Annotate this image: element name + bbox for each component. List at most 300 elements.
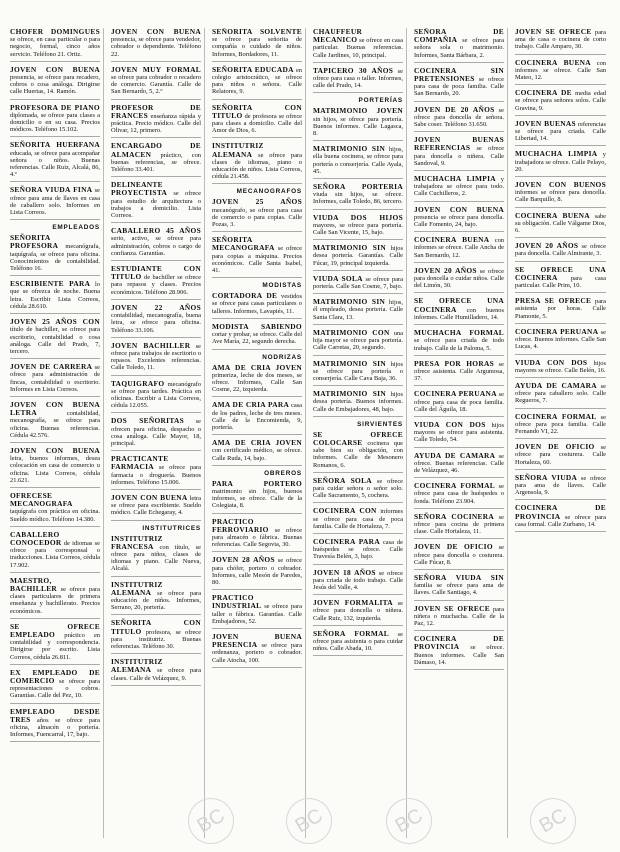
ad-heading: JOVEN MUY FORMAL: [111, 64, 201, 74]
ad-text: con buenos informes. Calle Humilladero, 14.: [414, 306, 504, 321]
ad-text: hijos desea portería. Buenos informes. Calle de Embajadores, 48, bajo.: [313, 391, 403, 413]
ad-text: cortar y probar, se ofrece. Calle del Ave María, 22, segundo derecha.: [212, 331, 302, 346]
classified-ad: [414, 28, 504, 63]
ad-text: presencia, se ofrece para recadero, cobros o cosa análoga. Dirigirse calle Huertas, 14. Ramón.: [10, 74, 100, 96]
ad-heading: JOVEN DE OFICIO: [414, 542, 493, 552]
ad-heading: PRACTICO INDUSTRIAL: [212, 593, 262, 611]
ad-heading: JOVEN FORMALITA: [313, 598, 393, 608]
classified-column: [515, 28, 609, 838]
ad-text: para casa particular. Calle Prim, 10.: [515, 274, 606, 290]
classified-ad: [515, 504, 606, 532]
ad-heading: CHAUFFEUR MECANICO: [313, 28, 363, 45]
ad-text: hijos mayores se ofrece. Calle Belén, 16.: [515, 359, 606, 374]
ad-heading: JOVEN CON BUENOS: [515, 180, 606, 190]
classified-ad: [111, 380, 201, 414]
classified-ad: [212, 292, 302, 319]
classified-column: [111, 28, 205, 838]
ad-text: se ofrece para señora sola o matrimonio. Informes, Santa Bárbara, 2.: [414, 37, 504, 59]
classified-ad: [414, 635, 504, 670]
ad-heading: JOVEN 20 AÑOS: [515, 241, 579, 251]
classified-ad: [313, 298, 403, 325]
classified-ad: [313, 145, 403, 179]
classified-ad: [313, 275, 403, 294]
ad-text: título de bachiller, se ofrece para escritorio, contabilidad o cosa análoga. Calle del Prado, 7, tercero.: [10, 326, 100, 355]
classified-ad: [111, 265, 201, 300]
classified-ad: [212, 480, 302, 514]
classified-ad: [414, 206, 504, 233]
ad-heading: JOVEN DE OFICIO: [515, 442, 595, 452]
ad-text: se ofrece para doncella de señora. Sabe coser. Teléfono 31.650.: [414, 106, 504, 129]
classified-ad: [515, 413, 606, 440]
ad-heading: SEÑORITA PROFESORA: [10, 233, 59, 251]
watermark-stamp: BC: [522, 790, 585, 852]
ad-heading: AYUDA DE CAMARA: [414, 450, 496, 460]
ad-heading: JOVEN CON BUENA: [10, 64, 100, 74]
ad-text: se ofrece para cobrador o recadero de comercio. Garantía. Calle de San Bernardo, 5, 2.º: [111, 74, 201, 96]
ad-heading: SEÑORA VIUDA SIN: [414, 572, 504, 582]
ad-text: enseñanza rápida y práctica. Precio módico. Calle del Olivar, 12, primero.: [111, 112, 201, 135]
classified-ad: [313, 390, 403, 417]
ad-text: hijos desea portería. Garantías. Calle Fúcar, 19, principal izquierda.: [313, 245, 403, 267]
ad-text: y trabajadora se ofrece. Calle Pelayo, 20.: [515, 151, 606, 173]
ad-heading: SEÑORA VIUDA FINA: [10, 185, 93, 195]
ad-text: viuda sin hijos, se ofrece. Informes, calle Toledo, 86, tercero.: [313, 191, 403, 206]
classified-ad: [212, 518, 302, 553]
classified-ad: [212, 594, 302, 629]
classified-ad: [414, 513, 504, 540]
classified-ad: [414, 605, 504, 632]
classified-ad: [515, 59, 606, 86]
ad-heading: JOVEN BACHILLER: [111, 340, 191, 350]
classified-ad: [313, 569, 403, 596]
classified-ad: [313, 477, 403, 504]
classified-ad: [414, 267, 504, 294]
ad-heading: SEÑORITA MECANOGRAFA: [212, 235, 275, 253]
ad-text: lo que se ofrezca de noche. Buena letra. Escribir Lista Correos, cédula 28.610.: [10, 281, 100, 310]
ad-text: cocinera que sabe bien su obligación, con informes. Calle de Mesonero Romanos, 6.: [313, 439, 403, 469]
ad-heading: JOVEN CON BUENA: [10, 445, 100, 455]
ad-heading: JOVEN 28 AÑOS: [212, 555, 275, 565]
classified-ad: [212, 439, 302, 466]
ad-text: se ofrece para casa de poca familia. Calle del Águila, 18.: [414, 391, 504, 413]
ad-heading: CORTADORA DE: [212, 291, 278, 301]
watermark-stamp: BC: [378, 790, 441, 852]
ad-text: sabe su obligación. Calle Válgame Dios, 6.: [515, 212, 606, 235]
ad-heading: AMA DE CRIA JOVEN: [212, 362, 302, 372]
classified-ad: [111, 142, 201, 177]
ad-text: sin hijos, se ofrece para portería. Buenos informes. Calle Lagasca, 8.: [313, 115, 403, 138]
ad-heading: COCINERA BUENA: [515, 210, 590, 220]
ad-text: para asistenta por horas. Calle Piamonte, 5.: [515, 298, 606, 320]
ad-text: casa de huéspedes se ofrece. Calle Travesía Belén, 3, bajo.: [313, 538, 403, 561]
ad-text: práctico en contabilidad y correspondencia. Dirigirse por escrito. Lista Correos, cédula 26.811.: [10, 632, 100, 661]
ad-heading: SEÑORA DE COMPAÑIA: [414, 28, 504, 45]
classified-ad: [313, 67, 403, 94]
ad-heading: JOVEN CON BUENA LETRA: [10, 399, 100, 418]
classified-ad: [10, 318, 100, 359]
classified-ad: [10, 447, 100, 488]
ad-heading: AMA DE CRIA PARA: [212, 400, 290, 410]
classified-ad: [515, 212, 606, 239]
ad-text: se ofrecen para oficina, despacho o cosa análoga. Calle Mayor, 18, principal.: [111, 418, 201, 447]
ad-heading: INSTITUTRIZ FRANCESA: [111, 533, 163, 551]
ad-text: se ofrece para doncella o cuidar niños. Calle del Limón, 30.: [414, 267, 504, 290]
classified-ad: [111, 304, 201, 338]
ad-text: se ofrece para trabajos de escritorio o repasos. Excelentes referencias. Calle Toledo, 11.: [111, 342, 201, 372]
classified-ad: [111, 535, 201, 577]
ad-text: se ofrece para doncella o niñera. Calle Sandoval, 9.: [414, 145, 504, 167]
ad-heading: COCINERA PERUANA: [515, 326, 599, 336]
ad-heading: COCINERA DE PROVINCIA: [515, 503, 606, 521]
ad-heading: MATRIMONIO SIN: [313, 358, 386, 368]
ad-text: educada, se ofrece para acompañar señora o niños. Buenas referencias. Calle Ruiz, Alcalá, 86, 4.º: [10, 149, 100, 179]
classified-ad: [313, 329, 403, 356]
ad-text: se ofrece para costurera. Calle Hortaleza, 60.: [515, 444, 606, 466]
ad-text: mecanógrafo se ofrece para tardes. Práctica en oficinas. Escribir a Lista Correos, cédula 12.055.: [111, 380, 201, 410]
ad-heading: COCINERA PARA: [313, 536, 380, 546]
ad-heading: SEÑORITA CON TITULO: [111, 618, 201, 636]
ad-text: informes se ofrece para casa de poca familia. Calle de Hortaleza, 7.: [313, 508, 403, 530]
classified-ad: [10, 708, 100, 743]
classified-ad: [313, 431, 403, 473]
classified-column: [414, 28, 508, 838]
classified-ad: [10, 669, 100, 704]
ad-text: diplomada, se ofrece para clases a domicilio o en su casa. Precios módicos. Teléfono 15.102.: [10, 111, 100, 134]
classified-column: [313, 28, 407, 838]
classified-ad: [414, 543, 504, 570]
classified-ad: [515, 297, 606, 324]
ad-text: se ofrece para cuidar señora o señor solo. Calle Sacramento, 5, cochera.: [313, 477, 403, 500]
ad-text: vestidos se ofrece para casas particulares o talleres. Informes, Lavapiés, 11.: [212, 293, 302, 315]
ad-heading: MUCHACHA LIMPIA: [414, 174, 496, 184]
ad-text: y trabajadora se ofrece para todo. Calle Cuchilleros, 2.: [414, 176, 504, 198]
ad-text: se ofrece para almacén o fábrica. Buenas referencias. Calle Segovia, 30.: [212, 526, 302, 549]
classified-ad: [10, 141, 100, 182]
classified-ad: [111, 658, 201, 686]
ad-heading: OFRECESE MECANOGRAFA: [10, 490, 73, 509]
classified-ad: [414, 106, 504, 133]
ad-text: familia se ofrece para ama de llaves. Calle Santiago, 4.: [414, 582, 504, 597]
ad-heading: INSTITUTRIZ ALEMANA: [111, 579, 163, 597]
classified-column: [10, 28, 104, 838]
classified-ad: [515, 181, 606, 208]
classified-ad: [414, 67, 504, 102]
classified-ad: [10, 234, 100, 276]
ad-text: de profesora se ofrece para clases a domicilio. Calle del Amor de Dios, 6.: [212, 112, 302, 135]
ad-text: se ofrece para casa formal. Calle Zurbano, 14.: [515, 513, 606, 528]
classified-ad: [111, 494, 201, 521]
classified-ad: [10, 623, 100, 665]
classified-ad: [414, 482, 504, 509]
ad-text: se ofrece para casa o taller. Informes, calle del Prado, 14.: [313, 67, 403, 90]
classified-ad: [212, 236, 302, 278]
ad-heading: EMPLEADO DESDE TRES: [10, 706, 100, 724]
ad-text: se ofrece para chófer, portero o cobrador. Informes, calle Mesón de Paredes, 80.: [212, 557, 302, 586]
ad-text: con título, se ofrece para niños, clases de idiomas y piano. Calle Nueva, Alcalá.: [111, 543, 201, 573]
section-heading: OBREROS: [264, 469, 302, 477]
ad-text: se ofrece para asistenta o para cuidar niños. Calle Abada, 10.: [313, 630, 403, 653]
ad-heading: PRACTICANTE FARMACIA: [111, 454, 169, 472]
ad-heading: SEÑORITA EDUCADA: [212, 64, 294, 74]
classified-ad: [313, 507, 403, 534]
classified-ad: [111, 417, 201, 451]
ad-text: se ofrece para educación de niños. Informes, Serrano, 20, portería.: [111, 589, 201, 612]
ad-heading: CABALLERO 45 AÑOS: [111, 226, 201, 236]
ad-heading: SE OFRECE UNA COCINERA: [515, 264, 606, 282]
ad-heading: INSTITUTRIZ ALEMANA: [212, 141, 264, 159]
classified-ad: [212, 633, 302, 668]
ad-text: se ofrece para taller o fábrica. Garantías. Calle Embajadores, 52.: [212, 603, 302, 625]
classified-ad: [10, 492, 100, 527]
ad-heading: JOVEN 18 AÑOS: [313, 567, 376, 577]
classified-ad: [212, 198, 302, 232]
ad-text: se ofrece. Buenas referencias. Calle de Velázquez, 46.: [414, 452, 504, 474]
ad-text: presencia, se ofrece para vendedor, cobrador o dependiente. Teléfono 22.: [111, 36, 201, 58]
classified-ad: [10, 401, 100, 443]
ad-text: referencias se ofrece para criada. Calle Libertad, 14.: [515, 120, 606, 143]
ad-text: casa de los padres, leche de tres meses. Calle de la Encomienda, 9, portería.: [212, 402, 302, 431]
ad-text: para niñera o muchacha. Calle de la Paz, 12.: [414, 605, 504, 627]
classified-ad: [313, 183, 403, 210]
ad-heading: CHOFER DOMINGUES: [10, 28, 100, 36]
section-heading: SIRVIENTES: [357, 420, 403, 428]
classified-ad: [212, 104, 302, 139]
section-heading: PORTERÍAS: [358, 97, 403, 105]
ad-text: se ofrece para doncella o niñera. Calle Ruiz, 132, izquierda.: [313, 600, 403, 622]
ad-text: se ofrece para farmacia o droguería. Buenos informes. Teléfono 15.006.: [111, 464, 201, 486]
ad-text: se ofrece para poca familia. Calle Fernando VI, 22.: [515, 413, 606, 435]
classified-ad: [414, 390, 504, 417]
ad-text: se ofrece para casa de huéspedes o fonda. Teléfono 23.904.: [414, 483, 504, 505]
ad-text: letra, buenos informes, desea colocación en casa de comercio u oficina. Lista Correos, cédula 21.621.: [10, 455, 100, 484]
ad-heading: ESTUDIANTE CON TITULO: [111, 264, 201, 282]
classified-ad: [10, 531, 100, 573]
ad-text: informes se ofrece para doncella. Calle Barquillo, 8.: [515, 189, 606, 204]
classified-ad: [414, 236, 504, 263]
ad-text: de bachiller se ofrece para repasos y clases. Precios económicos. Teléfono 28.906.: [111, 274, 201, 296]
ad-text: práctico, con buenas referencias, se ofrece. Teléfono 33.401.: [111, 151, 201, 174]
classified-ad: [414, 297, 504, 325]
classified-ad: [10, 577, 100, 619]
classified-ad: [414, 452, 504, 479]
ad-heading: SE OFRECE COLOCARSE: [313, 429, 403, 447]
ad-text: una hija mayor se ofrece para portería. Calle Carretas, 20, segundo.: [313, 329, 403, 352]
classified-ad: [515, 150, 606, 177]
ad-text: se ofrece, en casa particular o para negocio, formal, cinco años servicio. Teléfono 21. Ortiz.: [10, 36, 100, 58]
ad-text: se ofrece para estudio de arquitectura o trabajos a domicilio. Lista Correos.: [111, 190, 201, 220]
ad-heading: SEÑORA SOLA: [313, 475, 372, 485]
classified-ad: [414, 136, 504, 171]
classified-column: [212, 28, 306, 838]
ad-text: contabilidad, mecanografía, se ofrece para oficina. Buenas referencias. Cédula 42.576.: [10, 410, 100, 439]
ad-heading: PRESA POR HORAS: [414, 358, 495, 368]
ad-heading: JOVEN 25 AÑOS: [212, 197, 302, 207]
classified-ad: [313, 538, 403, 565]
ad-heading: VIUDA SOLA: [313, 273, 363, 283]
classified-ad: [10, 104, 100, 138]
ad-heading: MATRIMONIO SIN: [313, 144, 386, 154]
ad-heading: MODISTA SABIENDO: [212, 321, 302, 331]
ad-heading: PROFESORA DE PIANO: [10, 102, 100, 112]
ad-heading: JOVEN BUENAS REFERENCIAS: [414, 135, 504, 153]
classified-ad: [10, 280, 100, 314]
ad-heading: TAQUIGRAFO: [111, 378, 165, 388]
classified-ad: [313, 599, 403, 626]
classified-ad: [111, 455, 201, 490]
classified-ad: [313, 214, 403, 241]
ad-text: para ama de casa o cocinera de corto trabajo. Calle Amparo, 30.: [515, 29, 606, 51]
ad-text: en colegio aristocrático, se ofrece para niños o señora. Calle Relatores, 9.: [212, 66, 302, 96]
ad-heading: PARA PORTERO: [212, 478, 302, 488]
ad-text: se ofrece para clases. Calle de Velázquez, 9.: [111, 667, 201, 682]
ad-text: hijos, él empleado, desea portería. Calle Santa Clara, 13.: [313, 299, 403, 321]
ad-text: profesora, se ofrece para institutriz. Buenas referencias. Teléfono 30.: [111, 628, 201, 650]
ad-heading: AYUDA DE CAMARA: [515, 380, 597, 390]
ad-text: se ofrece para ama de llaves. Calle Argensola, 9.: [515, 474, 606, 497]
classified-ad: [10, 66, 100, 100]
classified-ad: [212, 28, 302, 62]
ad-heading: COCINERA FORMAL: [515, 411, 597, 421]
ad-text: se ofrece para criada de todo trabajo. Calle Jesús del Valle, 4.: [313, 569, 403, 591]
ad-heading: SEÑORA VIUDA: [515, 472, 578, 482]
ad-heading: COCINERA BUENA: [414, 235, 490, 245]
classified-ad: [111, 581, 201, 616]
classified-ad: [111, 619, 201, 654]
ad-heading: VIUDA CON DOS: [414, 419, 486, 429]
ad-heading: JOVEN CON BUENA: [111, 492, 188, 502]
ad-heading: JOVEN 22 AÑOS: [111, 302, 201, 312]
classified-ad: [515, 382, 606, 409]
classified-ad: [212, 142, 302, 184]
section-heading: INSTITUTRICES: [142, 524, 201, 532]
section-heading: EMPLEADOS: [52, 224, 100, 232]
ad-text: se ofrece para doncella o costurera. Calle Fúcar, 8.: [414, 544, 504, 566]
ad-heading: JOVEN DE CARRERA: [10, 362, 93, 372]
classified-ad: [414, 360, 504, 387]
ad-heading: PRESA SE OFRECE: [515, 296, 592, 306]
section-heading: MODISTAS: [262, 282, 302, 290]
ad-text: con certificado médico, se ofrece. Calle Ruda, 14, bajo.: [212, 447, 302, 462]
classified-ad: [212, 323, 302, 350]
ad-text: serio, activo, se ofrece para administración, cobros o cargo de confianza. Garantías.: [111, 235, 201, 257]
classified-ad: [10, 186, 100, 220]
ad-heading: COCINERA DE PROVINCIA: [414, 634, 504, 652]
ad-text: de idiomas se ofrece para corresponsal o traducciones. Lista Correos, cédula 17.902.: [10, 539, 100, 569]
ad-text: se ofrece para cocina de primera clase. Calle Hortaleza, 11.: [414, 513, 504, 536]
ad-text: años se ofrece para oficina, almacén o portería. Informes, Fuencarral, 17, bajo.: [10, 716, 100, 739]
ad-heading: SEÑORA FORMAL: [313, 628, 390, 638]
ad-text: matrimonio sin hijos, buenos informes, se ofrece. Calle de la Colegiata, 8.: [212, 487, 302, 510]
ad-heading: VIUDA DOS HIJOS: [313, 212, 403, 222]
classified-ad: [414, 421, 504, 448]
ad-text: se ofrece para ordenanza, portero o cobrador. Calle Atocha, 100.: [212, 642, 302, 664]
ad-text: se ofrece para clases particulares de primera enseñanza y bachillerato. Precios económicos.: [10, 585, 100, 615]
ad-heading: JOVEN DE 20 AÑOS: [414, 104, 495, 114]
ad-heading: COCINERA DE: [515, 88, 572, 98]
ad-heading: SEÑORA COCINERA: [414, 511, 495, 521]
classified-ad: [10, 363, 100, 397]
ad-text: se ofrece para ama de llaves en casa de caballero solo. Informes en Lista Correos.: [10, 187, 100, 217]
ad-text: se ofrece para copias a máquina. Precios económicos. Calle Santa Isabel, 41.: [212, 245, 302, 275]
classified-ad: [212, 401, 302, 435]
classified-ad: [414, 175, 504, 202]
ad-text: mecanógrafa, taquígrafa, se ofrece para oficina. Conocimientos de contabilidad. Teléfono 16.: [10, 243, 100, 273]
ad-text: letra se ofrece para escribiente. Sueldo módico. Calle Echegaray, 4.: [111, 494, 201, 517]
ad-text: contabilidad, mecanografía, buena letra, se ofrece para oficina. Teléfono 33.106.: [111, 312, 201, 334]
ad-text: se ofrece para representaciones o cobros. Garantías. Calle del Pez, 10.: [10, 678, 100, 700]
ad-text: se ofrece para doncella. Calle Almirante, 3.: [515, 243, 606, 258]
ad-heading: SEÑORITA HUERFANA: [10, 140, 100, 150]
ad-heading: AMA DE CRIA JOVEN: [212, 438, 302, 448]
ad-heading: PRACTICO FERROVIARIO: [212, 516, 269, 534]
ad-text: primeriza, leche de dos meses, se ofrece. Informes, Calle San Cosme, 22, izquierda.: [212, 371, 302, 394]
ad-heading: JOVEN CON BUENA: [414, 204, 504, 214]
ad-heading: SEÑORITA CON TITULO: [212, 102, 302, 120]
classified-ad: [515, 28, 606, 55]
ad-heading: SEÑORA PORTERIA: [313, 182, 403, 192]
ad-heading: MUCHACHA FORMAL: [414, 328, 504, 338]
ad-heading: ESCRIBIENTE PARA: [10, 279, 91, 289]
classified-page: [10, 28, 614, 843]
ad-heading: JOVEN 20 AÑOS: [414, 265, 477, 275]
ad-text: hijos se ofrece para portería o conserjería. Calle Cava Baja, 36.: [313, 360, 403, 382]
ad-heading: DOS SEÑORITAS: [111, 416, 185, 426]
ad-text: se ofrece para casa de poca familia. Calle San Bernardo, 20.: [414, 76, 504, 98]
ad-heading: JOVEN SE OFRECE: [515, 28, 592, 36]
ad-text: con informes se ofrece. Calle Ancha de San Bernardo, 12.: [414, 237, 504, 259]
ad-heading: COCINERA FORMAL: [414, 481, 496, 491]
ad-text: se ofrece para señorita de compañía o cuidado de niños. Informes, Bordadores, 11.: [212, 36, 302, 58]
ad-text: taquígrafa con práctica en oficina. Sueldo módico. Teléfono 14.380.: [10, 508, 100, 523]
classified-ad: [313, 360, 403, 387]
ad-text: se ofrece para criada de todo trabajo. Calle de la Paloma, 5.: [414, 337, 504, 352]
classified-ad: [313, 244, 403, 271]
ad-heading: PROFESOR DE FRANCES: [111, 102, 201, 120]
section-heading: MECANOGRAFOS: [236, 188, 302, 196]
classified-ad: [212, 556, 302, 590]
classified-ad: [515, 89, 606, 116]
ad-heading: VIUDA CON DOS: [515, 357, 588, 367]
section-heading: NODRIZAS: [262, 353, 302, 361]
classified-ad: [111, 227, 201, 261]
ad-heading: SEÑORITA SOLVENTE: [212, 28, 302, 36]
classified-ad: [10, 28, 100, 62]
classified-ad: [313, 28, 403, 63]
classified-ad: [515, 443, 606, 470]
ad-heading: JOVEN SE OFRECE: [414, 603, 490, 613]
ad-text: se ofrece en casa particular. Buenas referencias. Calle Jardines, 10, principal.: [313, 37, 403, 59]
ad-heading: SE OFRECE EMPLEADO: [10, 621, 100, 639]
classified-ad: [414, 574, 504, 601]
ad-heading: MUCHACHA LIMPIA: [515, 149, 598, 159]
classified-ad: [212, 66, 302, 100]
classified-ad: [313, 630, 403, 657]
ad-heading: JOVEN BUENAS: [515, 118, 576, 128]
ad-heading: TAPICERO 30 AÑOS: [313, 65, 394, 75]
classified-ad: [515, 120, 606, 147]
ad-heading: MATRIMONIO SIN: [313, 243, 386, 253]
ad-text: se ofrece para caballero solo. Calle Regueros, 7.: [515, 382, 606, 405]
ad-heading: JOVEN CON BUENA: [111, 28, 201, 36]
classified-ad: [515, 328, 606, 355]
classified-ad: [414, 329, 504, 356]
ad-heading: MATRIMONIO SIN: [313, 297, 386, 307]
ad-heading: COCINERA PERUANA: [414, 389, 497, 399]
watermark-stamp: BC: [278, 790, 341, 852]
classified-ad: [111, 66, 201, 100]
ad-text: se ofrece. Buenos informes. Calle San Lucas, 4.: [515, 328, 606, 351]
ad-heading: JOVEN BUENA PRESENCIA: [212, 631, 302, 650]
